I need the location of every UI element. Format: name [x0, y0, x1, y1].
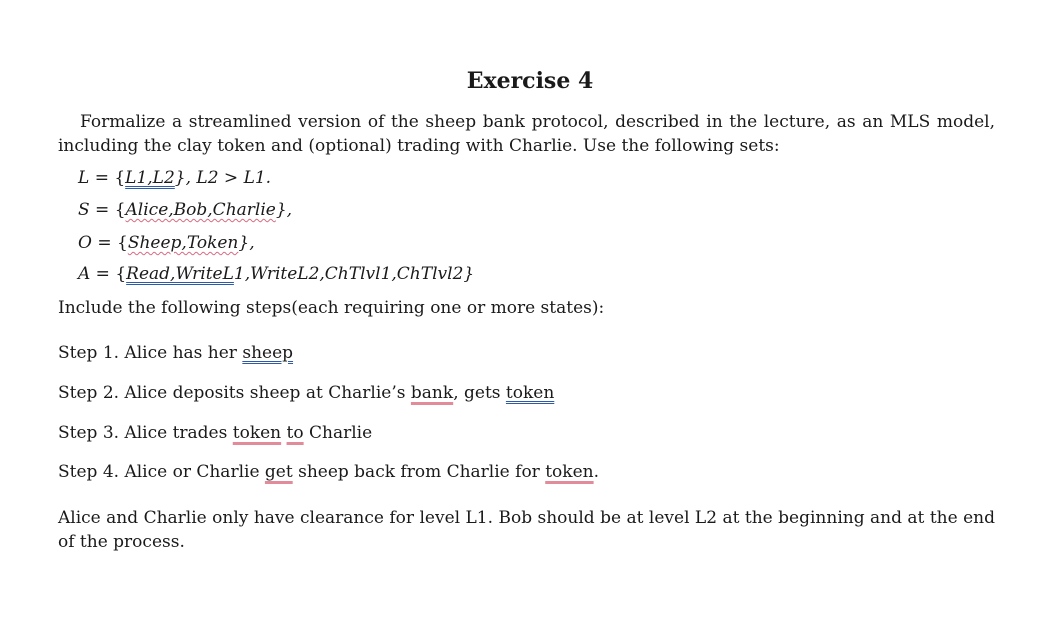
set-a-eq: = {: [90, 264, 127, 284]
set-a-definition: [78, 262, 474, 286]
set-l-name: L: [78, 168, 90, 188]
step-1-word-sheep: sheep: [242, 343, 294, 363]
set-o-tail: },: [238, 233, 255, 253]
set-a-name: A: [78, 264, 91, 284]
set-o-name: O: [78, 233, 92, 253]
set-o-eq: = {: [91, 233, 128, 253]
step-1-text: Step 1. Alice has her: [58, 343, 243, 363]
step-3-word-token: token: [232, 423, 282, 443]
step-4-word-get: get: [264, 462, 293, 482]
set-a-items-rest: 1,WriteL2,ChTlvl1,ChTlvl2: [233, 264, 464, 284]
closing-paragraph: Alice and Charlie only have clearance for level L1. Bob should be at level L2 at the beginning and at the end of the process.: [58, 508, 995, 552]
step-2-word-token: token: [505, 383, 555, 403]
step-4-text: Step 4. Alice or Charlie: [58, 462, 265, 482]
step-3-post: Charlie: [303, 423, 373, 443]
intro-paragraph: Formalize a streamlined version of the sheep bank protocol, described in the lecture, as an MLS model, including the clay token and (optional) trading with Charlie. Use the following sets:: [58, 112, 995, 156]
set-s-tail: },: [275, 200, 293, 220]
step-3: [58, 421, 372, 445]
set-a-tail: }: [463, 264, 475, 284]
step-3-word-to: to: [286, 423, 304, 443]
step-4: [58, 460, 599, 484]
exercise-title: Exercise 4: [466, 68, 594, 94]
step-2: [58, 381, 554, 405]
step-3-text: Step 3. Alice trades: [58, 423, 233, 443]
set-s-name: S: [78, 200, 90, 220]
set-s-eq: = {: [89, 200, 126, 220]
step-1: [58, 341, 293, 365]
step-2-mid: , gets: [453, 383, 506, 403]
include-steps-line: Include the following steps(each requiring one or more states):: [58, 298, 605, 318]
set-s-definition: [78, 198, 292, 222]
set-o-items: Sheep,Token: [127, 233, 239, 253]
set-l-tail: }, L2 > L1.: [174, 168, 272, 188]
step-2-word-bank: bank: [410, 383, 454, 403]
step-4-mid: sheep back from Charlie for: [292, 462, 546, 482]
set-l-eq: = {: [89, 168, 126, 188]
step-4-post: .: [593, 462, 600, 482]
set-l-definition: [78, 166, 271, 190]
step-2-text: Step 2. Alice deposits sheep at Charlie’s: [58, 383, 411, 403]
set-a-items-marked: Read,WriteL: [126, 264, 234, 284]
set-o-definition: [78, 231, 255, 255]
set-l-items: L1,L2: [125, 168, 175, 188]
step-4-word-token: token: [545, 462, 594, 482]
set-s-items: Alice,Bob,Charlie: [125, 200, 276, 220]
